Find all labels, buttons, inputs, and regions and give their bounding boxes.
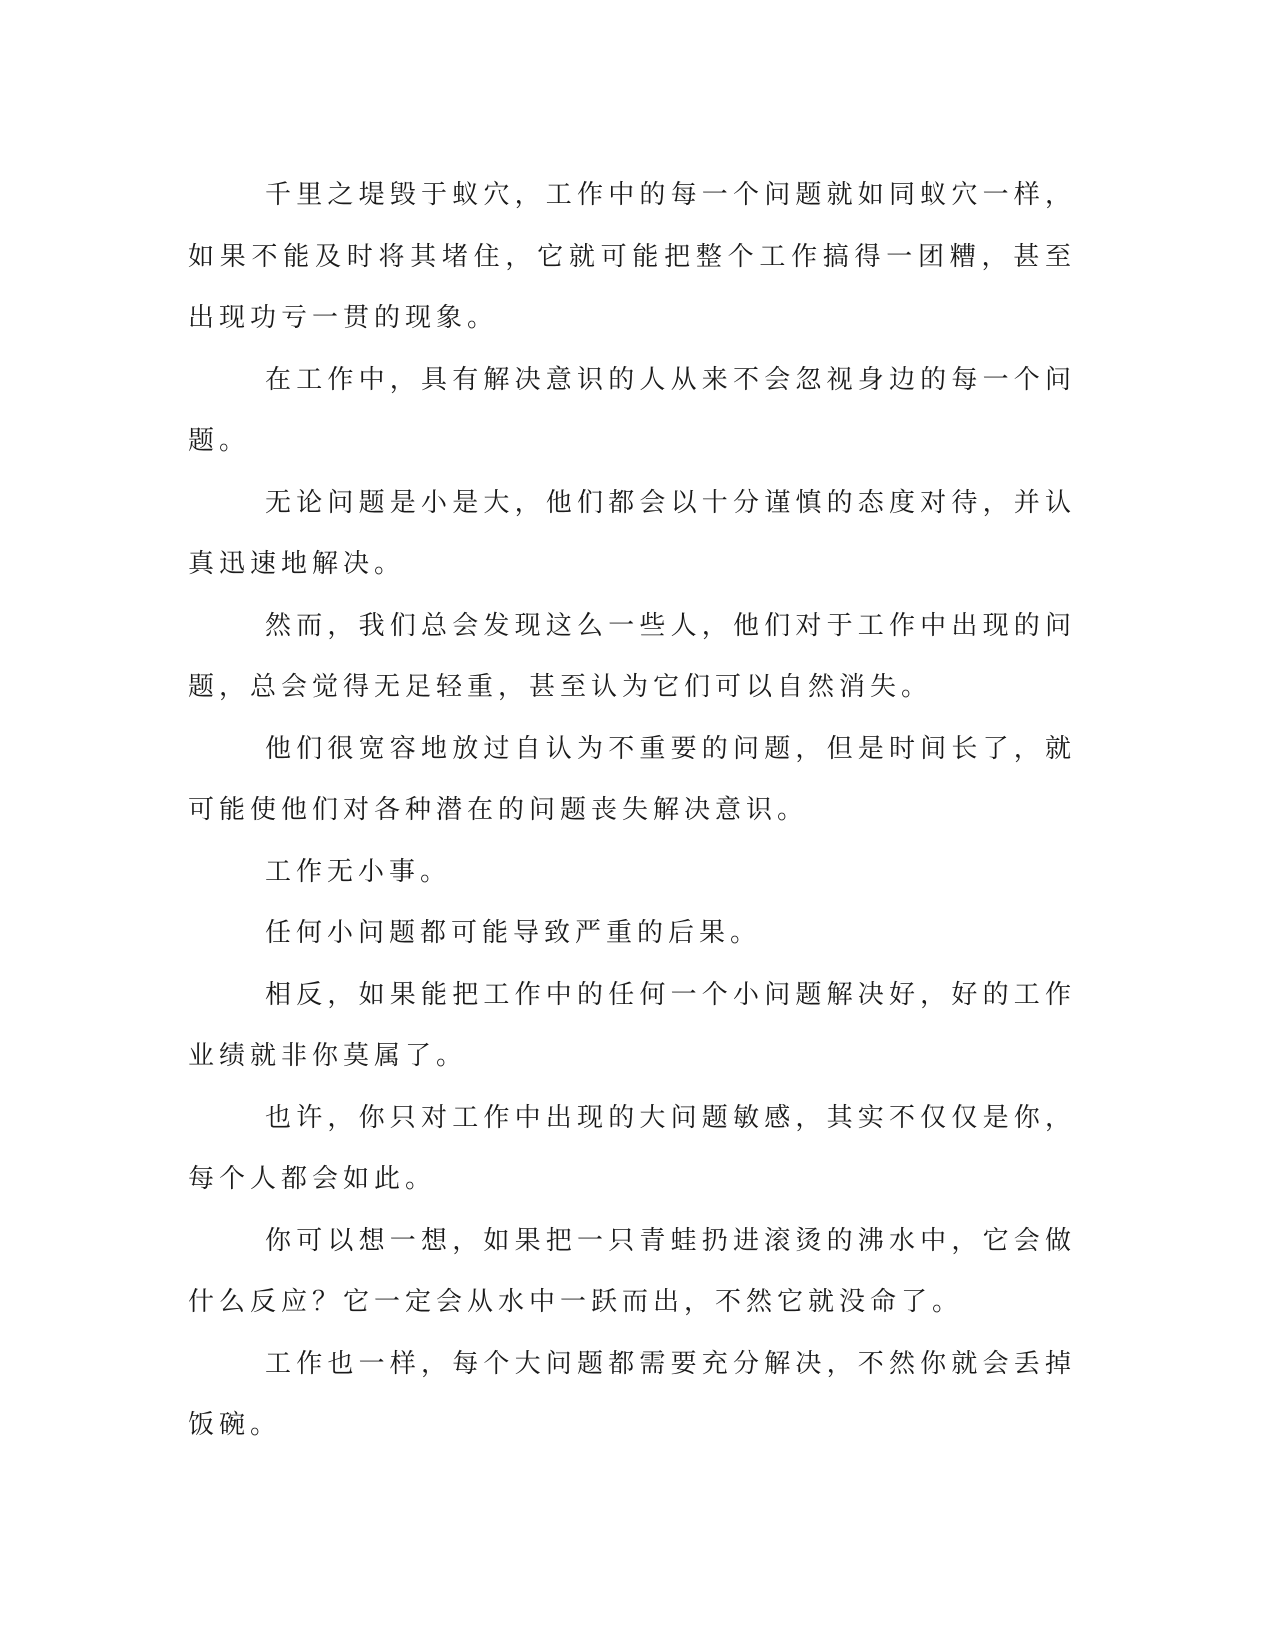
paragraph-9: 也许，你只对工作中出现的大问题敏感，其实不仅仅是你，每个人都会如此。	[188, 1102, 1076, 1194]
paragraph-8: 相反，如果能把工作中的任何一个小问题解决好，好的工作业绩就非你莫属了。	[188, 979, 1076, 1071]
paragraph-7: 任何小问题都可能导致严重的后果。	[265, 918, 762, 948]
document-body	[188, 165, 1076, 1457]
paragraph-6: 工作无小事。	[265, 856, 452, 887]
paragraph-3: 无论问题是小是大，他们都会以十分谨慎的态度对待，并认真迅速地解决。	[188, 487, 1076, 579]
paragraph-1: 千里之堤毁于蚁穴，工作中的每一个问题就如同蚁穴一样，如果不能及时将其堵住，它就可能把整个工作搞得一团糟，甚至出现功亏一贯的现象。	[188, 180, 1076, 333]
paragraph-2: 在工作中，具有解决意识的人从来不会忽视身边的每一个问题。	[188, 364, 1076, 456]
paragraph-5: 他们很宽容地放过自认为不重要的问题，但是时间长了，就可能使他们对各种潜在的问题丧失解决意识。	[188, 733, 1076, 825]
paragraph-11: 工作也一样，每个大问题都需要充分解决，不然你就会丢掉饭碗。	[188, 1348, 1076, 1440]
paragraph-4: 然而，我们总会发现这么一些人，他们对于工作中出现的问题，总会觉得无足轻重，甚至认为它们可以自然消失。	[188, 610, 1076, 702]
paragraph-10: 你可以想一想，如果把一只青蛙扔进滚烫的沸水中，它会做什么反应？它一定会从水中一跃而出，不然它就没命了。	[188, 1225, 1076, 1317]
